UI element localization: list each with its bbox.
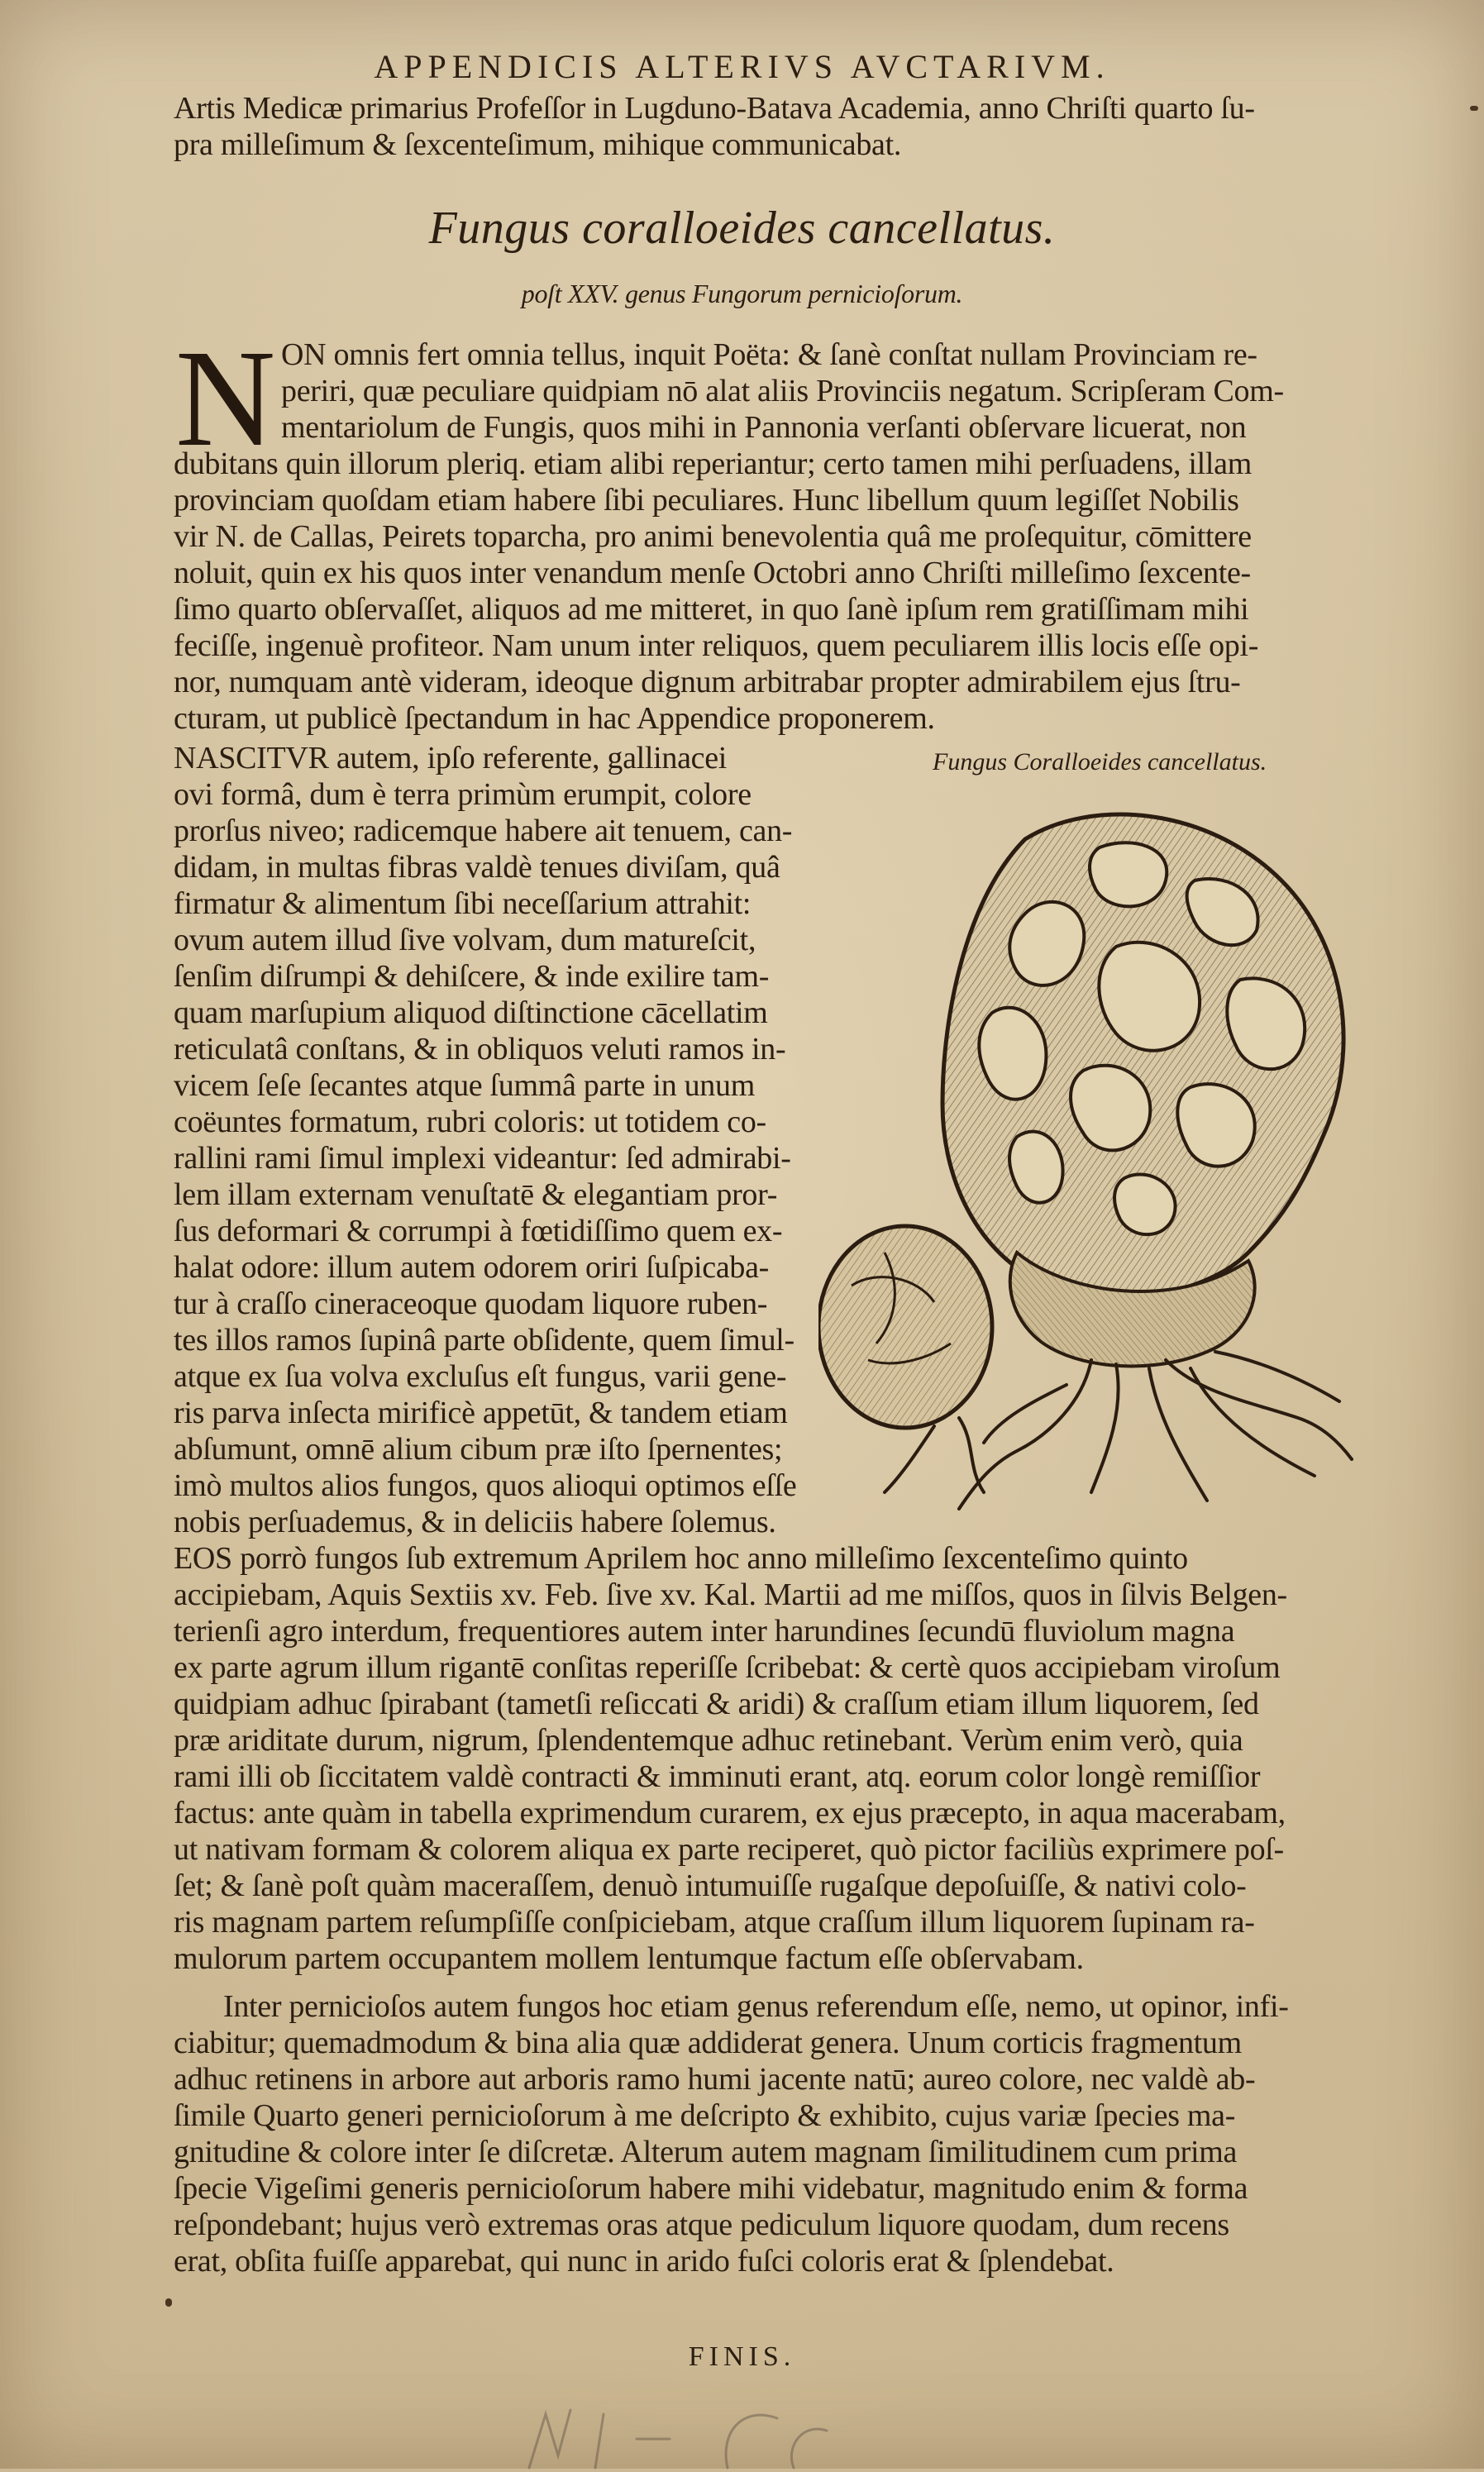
paragraph-line: quidpiam adhuc ſpirabant (tametſi reſiccati & aridi) & craſſum etiam illum liquorem, ſed [174, 1687, 1259, 1721]
paragraph-line: ex parte agrum illum rigantē conſitas reperiſſe ſcribebat: & certè quos accipiebam viroſum [174, 1650, 1281, 1685]
paragraph-line: mulorum partem occupantem mollem lentumque factum eſſe obſervabam. [174, 1941, 1084, 1976]
paragraph-line: quam marſupium aliquod diſtinctione cācellatim [174, 995, 768, 1030]
paragraph-line: didam, in multas fibras valdè tenues diviſam, quâ [174, 850, 780, 885]
paragraph-line: ovum autem illud ſive volvam, dum matureſcit, [174, 923, 756, 957]
paragraph-line: vicem ſeſe ſecantes atque ſummâ parte in unum [174, 1068, 755, 1103]
paragraph-line: ris magnam partem reſumpſiſſe conſpiciebam, atque craſſum illum liquorem ſupinam ra- [174, 1905, 1255, 1940]
paragraph-line: Inter pernicioſos autem fungos hoc etiam genus referendum eſſe, nemo, ut opinor, infi- [223, 1989, 1289, 2024]
ink-speck [1470, 106, 1478, 111]
running-head: APPENDICIS ALTERIVS AVCTARIVM. [374, 48, 1110, 85]
paragraph-line: factus: ante quàm in tabella exprimendum curarem, ex ejus præcepto, in aqua macerabam, [174, 1796, 1286, 1830]
paragraph-line: halat odore: illum autem odorem oriri ſuſpicaba- [174, 1250, 770, 1285]
paragraph-line: provinciam quoſdam etiam habere ſibi peculiares. Hunc libellum quum legiſſet Nobilis [174, 483, 1239, 518]
paragraph-line: ſus deformari & corrumpi à fœtidiſſimo quem ex- [174, 1214, 783, 1248]
paragraph-line: adhuc retinens in arbore aut arboris ramo humi jacente natū; aureo colore, nec valdè ab- [174, 2062, 1256, 2097]
paragraph-line: accipiebam, Aquis Sextiis xv. Feb. ſive xv. Kal. Martii ad me miſſos, quos in ſilvis Belgen- [174, 1577, 1287, 1612]
paragraph-line: terienſi agro interdum, frequentiores autem inter harundines ſecundū fluviolum magna [174, 1614, 1235, 1649]
paragraph-line: abſumunt, omnē alium cibum præ iſto ſpernentes; [174, 1432, 783, 1467]
paragraph-line: ſenſim diſrumpi & dehiſcere, & inde exilire tam- [174, 959, 770, 994]
intro-line: Artis Medicæ primarius Profeſſor in Lugduno-Batava Academia, anno Chriſti quarto ſu- [174, 91, 1255, 126]
paragraph-line: prorſus niveo; radicemque habere ait tenuem, can- [174, 814, 793, 848]
paragraph-line: EOS porrò fungos ſub extremum Aprilem hoc anno milleſimo ſexcenteſimo quinto [174, 1541, 1188, 1576]
section-subtitle: poſt XXV. genus Fungorum pernicioſorum. [521, 279, 963, 308]
fungus-woodcut-illustration [818, 790, 1364, 1525]
paragraph-line: nobis perſuademus, & in deliciis habere ſolemus. [174, 1505, 776, 1539]
paragraph-line: dubitans quin illorum pleriq. etiam alibi reperiantur; certo tamen mihi perſuadens, illam [174, 446, 1252, 481]
paragraph-line: noluit, quin ex his quos inter venandum menſe Octobri anno Chriſti milleſimo ſexcente- [174, 556, 1251, 590]
paragraph-line: erat, obſita fuiſſe apparebat, qui nunc in arido fuſci coloris erat & ſplendebat. [174, 2244, 1114, 2279]
paragraph-line: ON omnis fert omnia tellus, inquit Poëta: & ſanè conſtat nullam Provinciam re- [281, 337, 1257, 372]
paragraph-line: ſpecie Vigeſimi generis pernicioſorum habere mihi videbatur, magnitudo enim & forma [174, 2171, 1248, 2206]
drop-cap: N [175, 322, 276, 475]
paragraph-line: gnitudine & colore inter ſe diſcretæ. Alterum autem magnam ſimilitudinem cum prima [174, 2135, 1238, 2169]
paragraph-line: lem illam externam venuſtatē & elegantiam pror- [174, 1177, 778, 1212]
figure-caption: Fungus Coralloeides cancellatus. [933, 748, 1267, 775]
paragraph-line: vir N. de Callas, Peirets toparcha, pro animi benevolentia quâ me proſequitur, cōmittere [174, 519, 1252, 554]
paragraph-line: mentariolum de Fungis, quos mihi in Pannonia verſanti obſervare licuerat, non [281, 410, 1247, 445]
paragraph-line: cturam, ut publicè ſpectandum in hac Appendice proponerem. [174, 701, 935, 736]
paragraph-line: firmatur & alimentum ſibi neceſſarium attrahit: [174, 886, 752, 921]
paragraph-line: tur à craſſo cineraceoque quodam liquore ruben- [174, 1286, 768, 1321]
paragraph-line: rami illi ob ſiccitatem valdè contracti & imminuti erant, atq. eorum color longè remiſſior [174, 1759, 1261, 1794]
paragraph-line: ſet; & ſanè poſt quàm maceraſſem, denuò intumuiſſe rugaſque depoſuiſſe, & nativi colo- [174, 1868, 1247, 1903]
paragraph-line: ſimo quarto obſervaſſet, aliquos ad me mitteret, in quo ſanè ipſum rem gratiſſimam mihi [174, 592, 1249, 627]
paragraph-line: periri, quæ peculiare quidpiam nō alat aliis Provinciis negatum. Scripſeram Com- [281, 374, 1284, 408]
paragraph-line: feciſſe, ingenuè profiteor. Nam unum inter reliquos, quem peculiarem illis locis eſſe opi- [174, 628, 1259, 663]
paragraph-line: imò multos alios fungos, quos alioqui optimos eſſe [174, 1468, 797, 1503]
paragraph-line: rallini rami ſimul implexi videantur: ſed admirabi- [174, 1141, 791, 1176]
finis-mark: FINIS. [688, 2341, 796, 2372]
paragraph-line: ut nativam formam & colorem aliqua ex parte reciperet, quò pictor faciliùs exprimere poſ- [174, 1832, 1284, 1867]
paragraph-line: ſimile Quarto generi pernicioſorum à me deſcripto & exhibito, cujus variæ ſpecies ma- [174, 2098, 1236, 2133]
pencil-annotation [513, 2398, 1009, 2472]
section-title: Fungus coralloeides cancellatus. [428, 203, 1056, 254]
paragraph-line: reſpondebant; hujus verò extremas oras atque pediculum liquore quodam, dum recens [174, 2207, 1229, 2242]
paragraph-line: nor, numquam antè videram, ideoque dignum arbitrabar propter admirabilem ejus ſtru- [174, 665, 1241, 699]
paragraph-line: ciabitur; quemadmodum & bina alia quæ addiderat genera. Unum corticis fragmentum [174, 2026, 1242, 2060]
paragraph-line: tes illos ramos ſupinâ parte obſidente, quem ſimul- [174, 1323, 794, 1358]
paragraph-line: præ ariditate durum, nigrum, ſplendentemque adhuc retinebant. Verùm enim verò, quia [174, 1723, 1243, 1758]
paragraph-line: reticulatâ conſtans, & in obliquos veluti ramos in- [174, 1032, 786, 1067]
ink-speck [165, 2298, 172, 2307]
paragraph-line: NASCITVR autem, ipſo referente, gallinacei [174, 741, 728, 775]
paragraph-line: coëuntes formatum, rubri coloris: ut totidem co- [174, 1105, 766, 1139]
intro-line: pra milleſimum & ſexcenteſimum, mihique communicabat. [174, 127, 902, 162]
paragraph-line: ris parva inſecta mirificè appetūt, & tandem etiam [174, 1396, 788, 1430]
paragraph-line: atque ex ſua volva excluſus eſt fungus, varii gene- [174, 1359, 787, 1394]
paragraph-line: ovi formâ, dum è terra primùm erumpit, colore [174, 777, 752, 812]
